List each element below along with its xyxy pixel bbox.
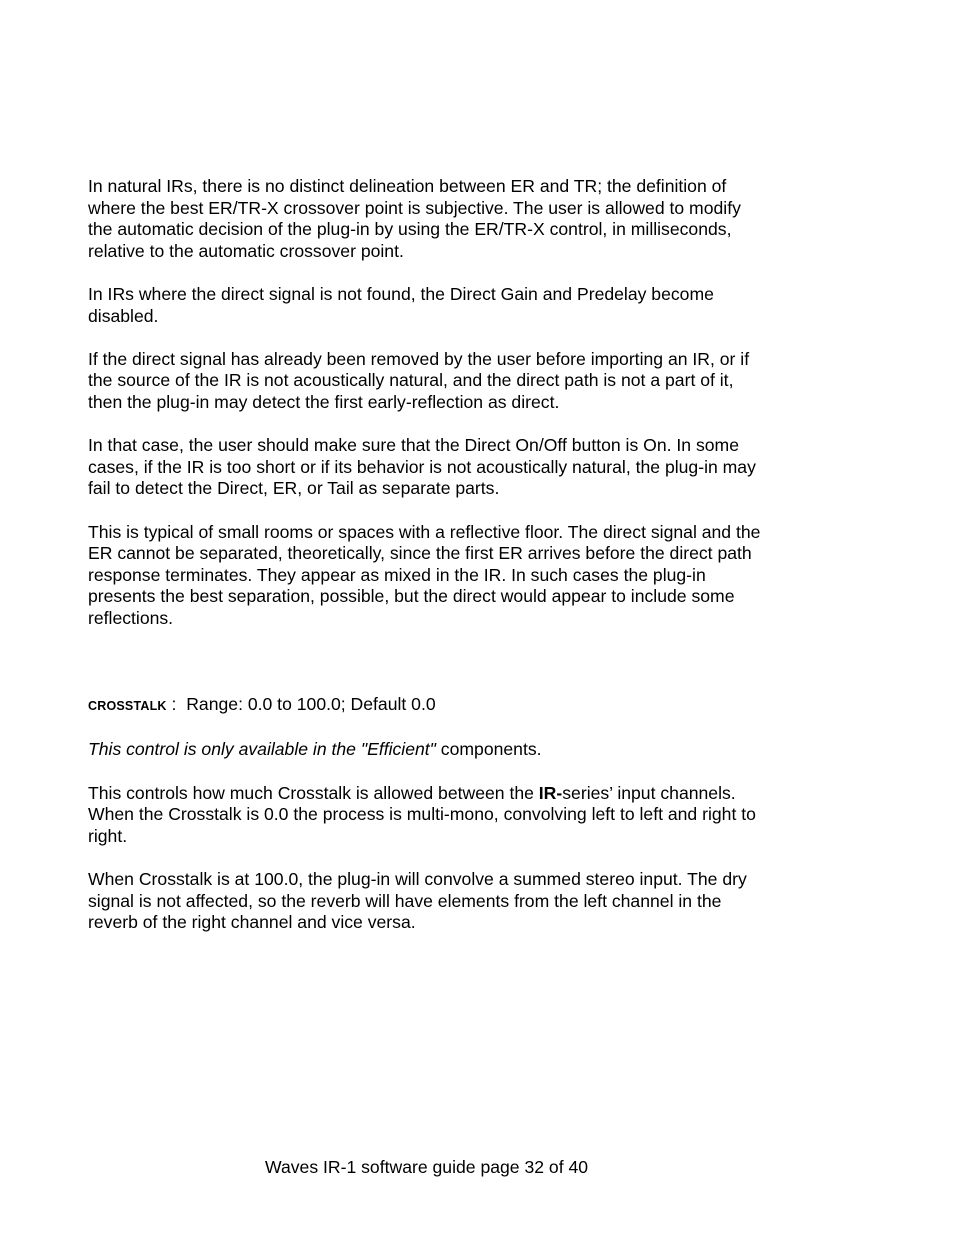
paragraph-direct-not-found — [88, 284, 818, 327]
text-line: When the Crosstalk is 0.0 the process is multi-mono, convolving left to left and right to — [88, 804, 756, 825]
text-line: This is typical of small rooms or spaces with a reflective floor. The direct signal and the — [88, 521, 761, 542]
text-line: disabled. — [88, 305, 159, 326]
desc-post: series’ input channels. — [562, 782, 736, 803]
document-body — [88, 176, 818, 934]
text-line: In IRs where the direct signal is not found, the Direct Gain and Predelay become — [88, 283, 714, 304]
crosstalk-separator: : — [166, 694, 187, 715]
text-line: cases, if the IR is too short or if its behavior is not acoustically natural, the plug-in may — [88, 456, 756, 477]
page-footer: Waves IR-1 software guide page 32 of 40 — [265, 1157, 589, 1177]
desc-pre: This controls how much Crosstalk is allowed between the — [88, 782, 539, 803]
text-line: In that case, the user should make sure that the Direct On/Off button is On. In some — [88, 435, 739, 456]
crosstalk-range: Range: 0.0 to 100.0; Default 0.0 — [186, 694, 436, 715]
text-line: If the direct signal has already been removed by the user before importing an IR, or if — [88, 348, 750, 369]
desc-bold-ir: IR- — [538, 782, 563, 803]
paragraph-direct-removed — [88, 349, 818, 414]
paragraph-small-rooms — [88, 522, 818, 630]
text-line: In natural IRs, there is no distinct delineation between ER and TR; the definition of — [88, 176, 727, 196]
text-line: relative to the automatic crossover point. — [88, 240, 404, 261]
text-line: ER cannot be separated, theoretically, since the first ER arrives before the direct path — [88, 543, 752, 564]
text-line: right. — [88, 825, 128, 846]
text-line: the source of the IR is not acoustically natural, and the direct path is not a part of it, — [88, 370, 734, 391]
crosstalk-label: CROSSTALK — [88, 699, 167, 714]
text-line: where the best ER/TR-X crossover point is subjective. The user is allowed to modify — [88, 197, 741, 218]
text-line: When Crosstalk is at 100.0, the plug-in will convolve a summed stereo input. The dry — [88, 869, 747, 890]
text-line: reverb of the right channel and vice versa. — [88, 912, 416, 933]
paragraph-direct-on-off — [88, 435, 818, 500]
text-line: reflections. — [88, 607, 174, 628]
text-line: fail to detect the Direct, ER, or Tail as separate parts. — [88, 478, 500, 499]
text-line: the automatic decision of the plug-in by using the ER/TR-X control, in milliseconds, — [88, 219, 732, 240]
text-line: signal is not affected, so the reverb will have elements from the left channel in the — [88, 890, 722, 911]
crosstalk-heading — [88, 694, 818, 718]
text-line: then the plug-in may detect the first early-reflection as direct. — [88, 391, 560, 412]
crosstalk-summed-stereo — [88, 869, 818, 934]
paragraph-er-tr-crossover — [88, 176, 818, 262]
crosstalk-availability-note — [88, 739, 818, 761]
text-line: response terminates. They appear as mixed in the IR. In such cases the plug-in — [88, 564, 706, 585]
note-rest: components. — [435, 739, 542, 760]
text-line: presents the best separation, possible, but the direct would appear to include some — [88, 586, 735, 607]
crosstalk-description — [88, 783, 818, 848]
note-italic: This control is only available in the "Efficient" — [88, 739, 436, 760]
